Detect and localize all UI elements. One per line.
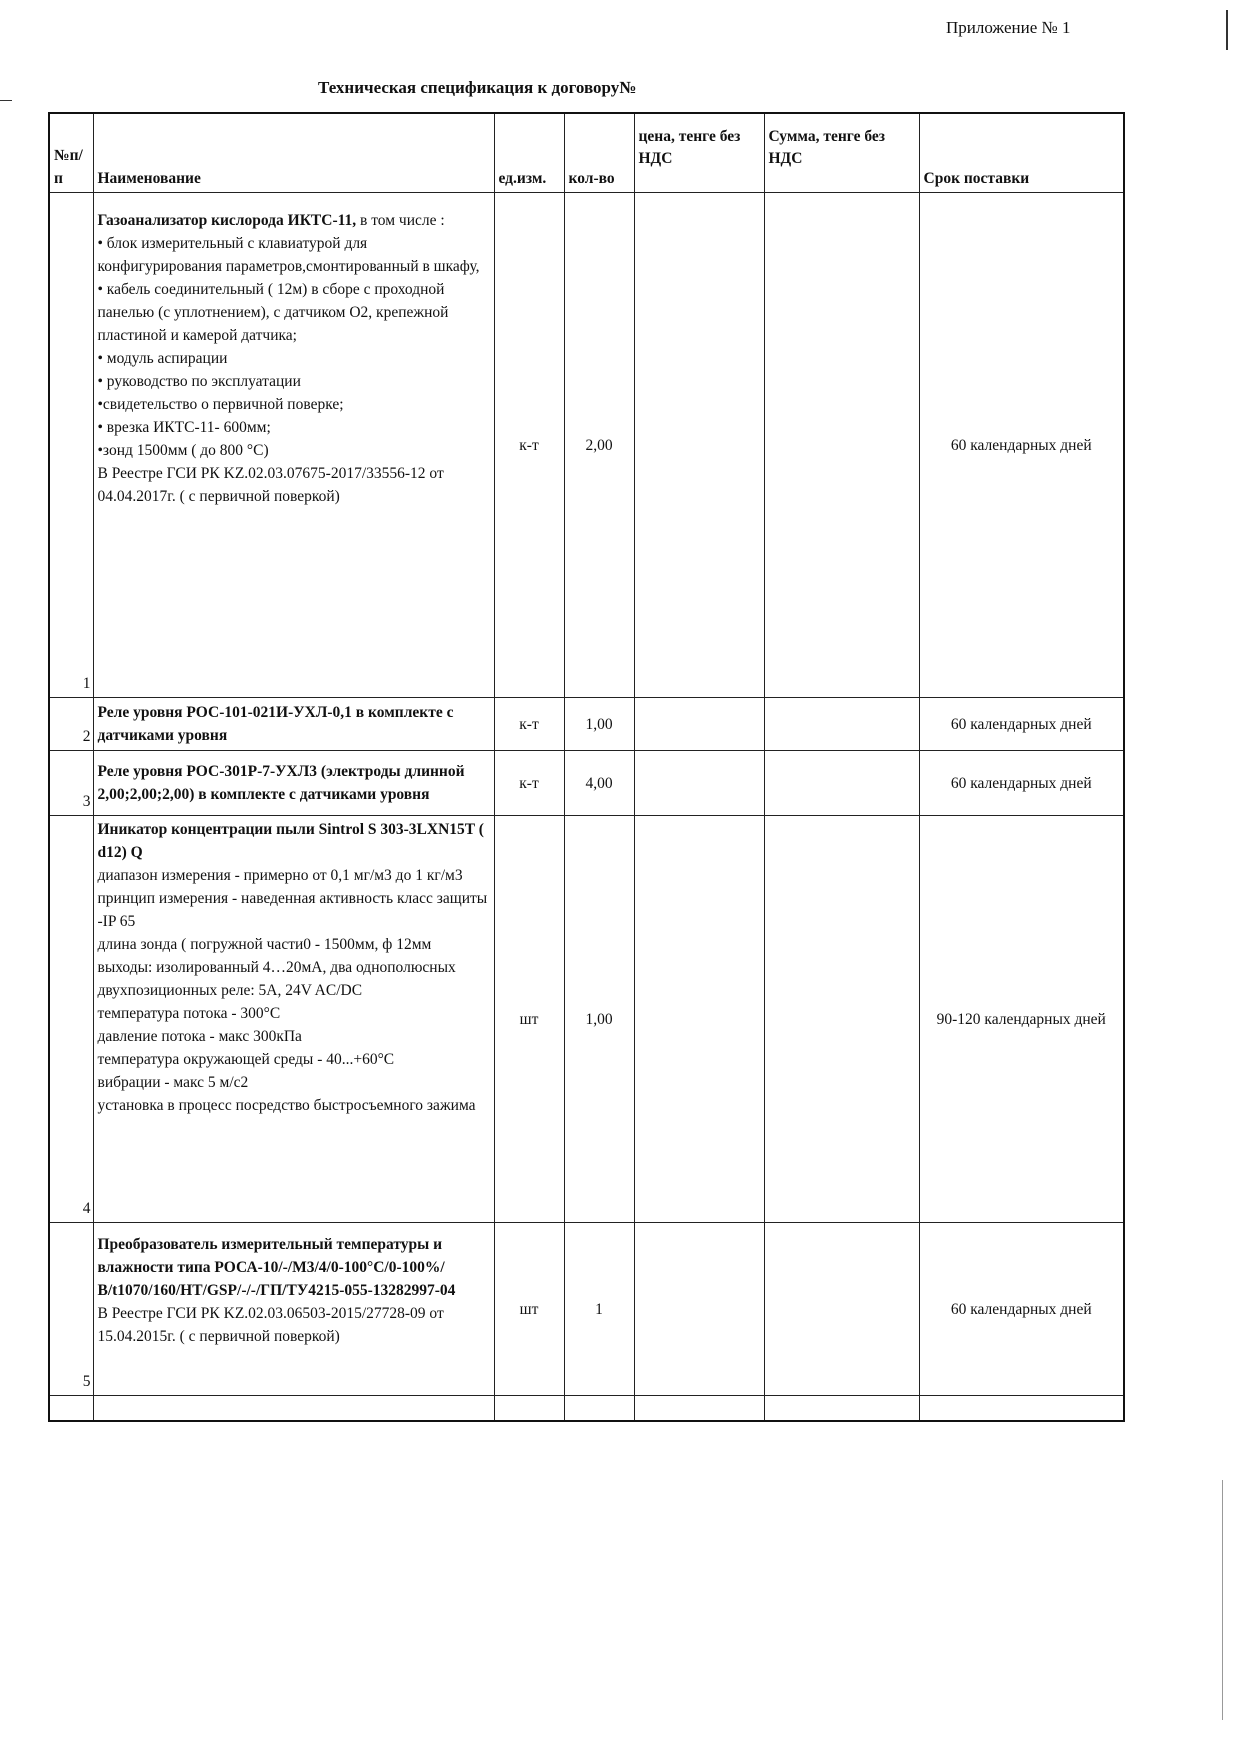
sum-cell [764,193,919,698]
item-title: Преобразователь измерительный температуры и влажности типа РОСА-10/-/М3/4/0-100°С/0-100%/В/t1070/160/НТ/GSP/-/-/ГП/ТУ4215-055-13282997-04 [97,1236,456,1299]
item-name-cell [93,698,494,751]
empty-cell [919,1396,1124,1422]
empty-cell [494,1396,564,1422]
unit-cell: шт [494,1223,564,1396]
item-spec-line: выходы: изолированный 4…20мА, два однополюсных двухпозиционных реле: 5А, 24V AC/DC [97,959,456,999]
unit-cell: к-т [494,193,564,698]
empty-cell [93,1396,494,1422]
item-spec-line: установка в процесс посредство быстросъемного зажима [97,1097,476,1114]
appendix-label: Приложение № 1 [946,18,1071,37]
column-header-number: №п/п [49,113,93,193]
document-title: Техническая спецификация к договору№ [318,78,637,97]
sum-cell [764,698,919,751]
empty-cell [564,1396,634,1422]
scan-artifact [0,100,12,101]
table-empty-row [49,1396,1124,1422]
item-title: Иникатор концентрации пыли Sintrol S 303-3LXN15T ( d12) Q [97,821,484,861]
quantity-cell: 2,00 [564,193,634,698]
delivery-term-cell: 60 календарных дней [919,193,1124,698]
item-spec-line: В Реестре ГСИ РК KZ.02.03.06503-2015/27728-09 от 15.04.2015г. ( с первичной поверкой) [97,1305,444,1345]
item-spec-line: •свидетельство о первичной поверке; [97,396,344,413]
row-number: 5 [49,1223,93,1396]
column-header-unit: ед.изм. [494,113,564,193]
quantity-cell: 1 [564,1223,634,1396]
price-cell [634,816,764,1223]
price-cell [634,1223,764,1396]
price-cell [634,698,764,751]
item-spec-line: • блок измерительный с клавиатурой для конфигурирования параметров,смонтированный в шкафу, [97,235,480,275]
column-header-delivery-term: Срок поставки [919,113,1124,193]
delivery-term-cell: 90-120 календарных дней [919,816,1124,1223]
empty-cell [634,1396,764,1422]
item-spec-line: • руководство по эксплуатации [97,373,301,390]
table-row [49,698,1124,751]
column-header-name: Наименование [93,113,494,193]
item-spec-line: • модуль аспирации [97,350,228,367]
row-number: 4 [49,816,93,1223]
item-name-cell [93,1223,494,1396]
item-spec-line: температура окружающей среды - 40...+60°С [97,1051,395,1068]
empty-cell [764,1396,919,1422]
item-spec-line: • врезка ИКТС-11- 600мм; [97,419,271,436]
item-spec-line: принцип измерения - наведенная активность класс защиты -IP 65 [97,890,488,930]
unit-cell: к-т [494,698,564,751]
row-number: 1 [49,193,93,698]
item-title: Реле уровня РОС-101-021И-УХЛ-0,1 в комплекте с датчиками уровня [97,704,454,744]
table-header-row [49,113,1124,193]
item-spec-line: В Реестре ГСИ РК KZ.02.03.07675-2017/33556-12 от 04.04.2017г. ( с первичной поверкой) [97,465,444,505]
item-spec-line: температура потока - 300°С [97,1005,281,1022]
price-cell [634,193,764,698]
sum-cell [764,1223,919,1396]
item-spec-line: диапазон измерения - примерно от 0,1 мг/м3 до 1 кг/м3 [97,867,463,884]
column-header-price: цена, тенге без НДС [634,113,764,193]
scan-artifact [1222,1480,1223,1720]
price-cell [634,751,764,816]
specification-table [48,112,1125,1422]
item-name-cell [93,193,494,698]
scan-artifact [1226,10,1228,50]
delivery-term-cell: 60 календарных дней [919,1223,1124,1396]
item-spec-line: давление потока - макс 300кПа [97,1028,302,1045]
unit-cell: к-т [494,751,564,816]
column-header-sum: Сумма, тенге без НДС [764,113,919,193]
table-row [49,816,1124,1223]
item-name-cell [93,816,494,1223]
table-row [49,193,1124,698]
table-row [49,751,1124,816]
item-spec-line: • кабель соединительный ( 12м) в сборе с проходной панелью (с уплотнением), с датчиком О2, крепежной пластиной и камерой датчика; [97,281,449,344]
table-row [49,1223,1124,1396]
quantity-cell: 1,00 [564,698,634,751]
sum-cell [764,816,919,1223]
item-spec-line: в том числе : [360,212,445,229]
delivery-term-cell: 60 календарных дней [919,751,1124,816]
item-title: Газоанализатор кислорода ИКТС-11, [97,212,357,229]
column-header-quantity: кол-во [564,113,634,193]
empty-cell [49,1396,93,1422]
item-spec-line: длина зонда ( погружной части0 - 1500мм, ф 12мм [97,936,432,953]
quantity-cell: 1,00 [564,816,634,1223]
unit-cell: шт [494,816,564,1223]
item-spec-line: •зонд 1500мм ( до 800 °С) [97,442,269,459]
row-number: 3 [49,751,93,816]
item-title: Реле уровня РОС-301Р-7-УХЛ3 (электроды длинной 2,00;2,00;2,00) в комплекте с датчиками уровня [97,763,465,803]
item-spec-line: вибрации - макс 5 м/с2 [97,1074,249,1091]
quantity-cell: 4,00 [564,751,634,816]
delivery-term-cell: 60 календарных дней [919,698,1124,751]
sum-cell [764,751,919,816]
row-number: 2 [49,698,93,751]
item-name-cell [93,751,494,816]
